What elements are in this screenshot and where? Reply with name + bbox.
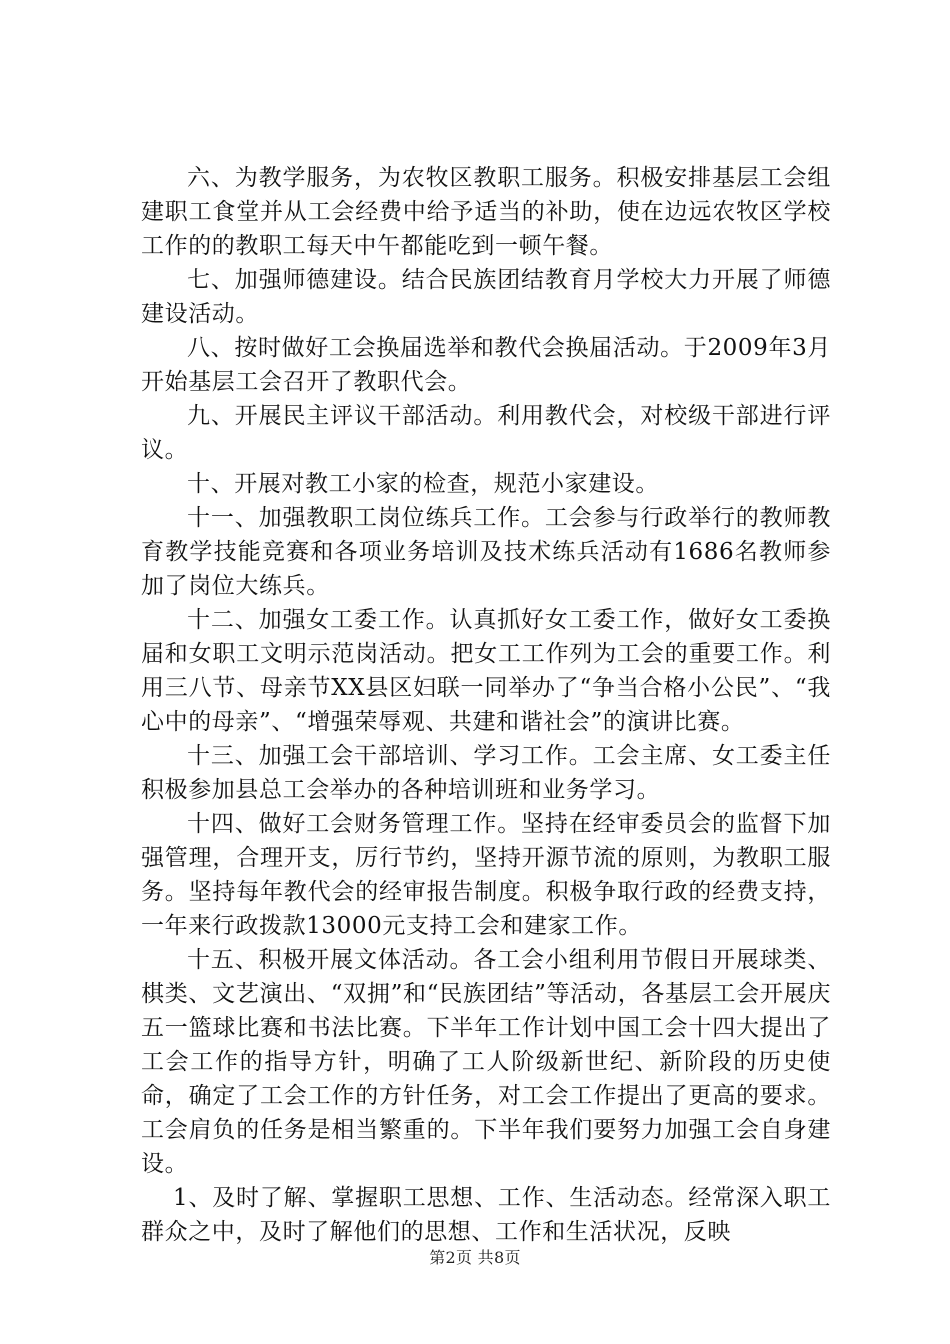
paragraph-14-finance-management: 十四、做好工会财务管理工作。坚持在经审委员会的监督下加强管理，合理开支，厉行节约，坚持开源节流的原则，为教职工服务。坚持每年教代会的经审报告制度。积极争取行政的经费支持，一年来行政拨款13000元支持工会和建家工作。 [141,811,831,939]
paragraph-13-cadre-training: 十三、加强工会干部培训、学习工作。工会主席、女工委主任积极参加县总工会举办的各种培训班和业务学习。 [141,743,831,803]
paragraph-11-job-training: 十一、加强教职工岗位练兵工作。工会参与行政举行的教师教育教学技能竞赛和各项业务培训及技术练兵活动有1686名教师参加了岗位大练兵。 [141,505,831,599]
paragraph-9-democratic-review: 九、开展民主评议干部活动。利用教代会，对校级干部进行评议。 [141,403,831,463]
document-body [141,161,831,1249]
paragraph-10-small-home-inspection: 十、开展对教工小家的检查，规范小家建设。 [187,471,659,497]
paragraph-12-women-committee: 十二、加强女工委工作。认真抓好女工委工作，做好女工委换届和女职工文明示范岗活动。把女工工作列为工会的重要工作。利用三八节、母亲节XX县区妇联一同举办了“争当合格小公民”、“我心中的母亲”、“增强荣辱观、共建和谐社会”的演讲比赛。 [141,607,831,735]
paragraph-6-teaching-service: 六、为教学服务，为农牧区教职工服务。积极安排基层工会组建职工食堂并从工会经费中给予适当的补助，使在边远农牧区学校工作的的教职工每天中午都能吃到一顿午餐。 [141,165,831,259]
paragraph-8-union-election: 八、按时做好工会换届选举和教代会换届活动。于2009年3月开始基层工会召开了教职代会。 [141,335,831,395]
paragraph-7-teacher-ethics: 七、加强师德建设。结合民族团结教育月学校大力开展了师德建设活动。 [141,267,831,327]
page-number-footer: 第2页 共8页 [429,1248,521,1267]
paragraph-15-cultural-sports: 十五、积极开展文体活动。各工会小组利用节假日开展球类、棋类、文艺演出、“双拥”和“民族团结”等活动，各基层工会开展庆五一篮球比赛和书法比赛。下半年工作计划中国工会十四大提出了工会工作的指导方针，明确了工人阶级新世纪、新阶段的历史使命，确定了工会工作的方针任务，对工会工作提出了更高的要求。工会肩负的任务是相当繁重的。下半年我们要努力加强工会自身建设。 [141,947,831,1177]
paragraph-plan-item-1: 1、及时了解、掌握职工思想、工作、生活动态。经常深入职工群众之中，及时了解他们的思想、工作和生活状况，反映 [141,1185,831,1245]
